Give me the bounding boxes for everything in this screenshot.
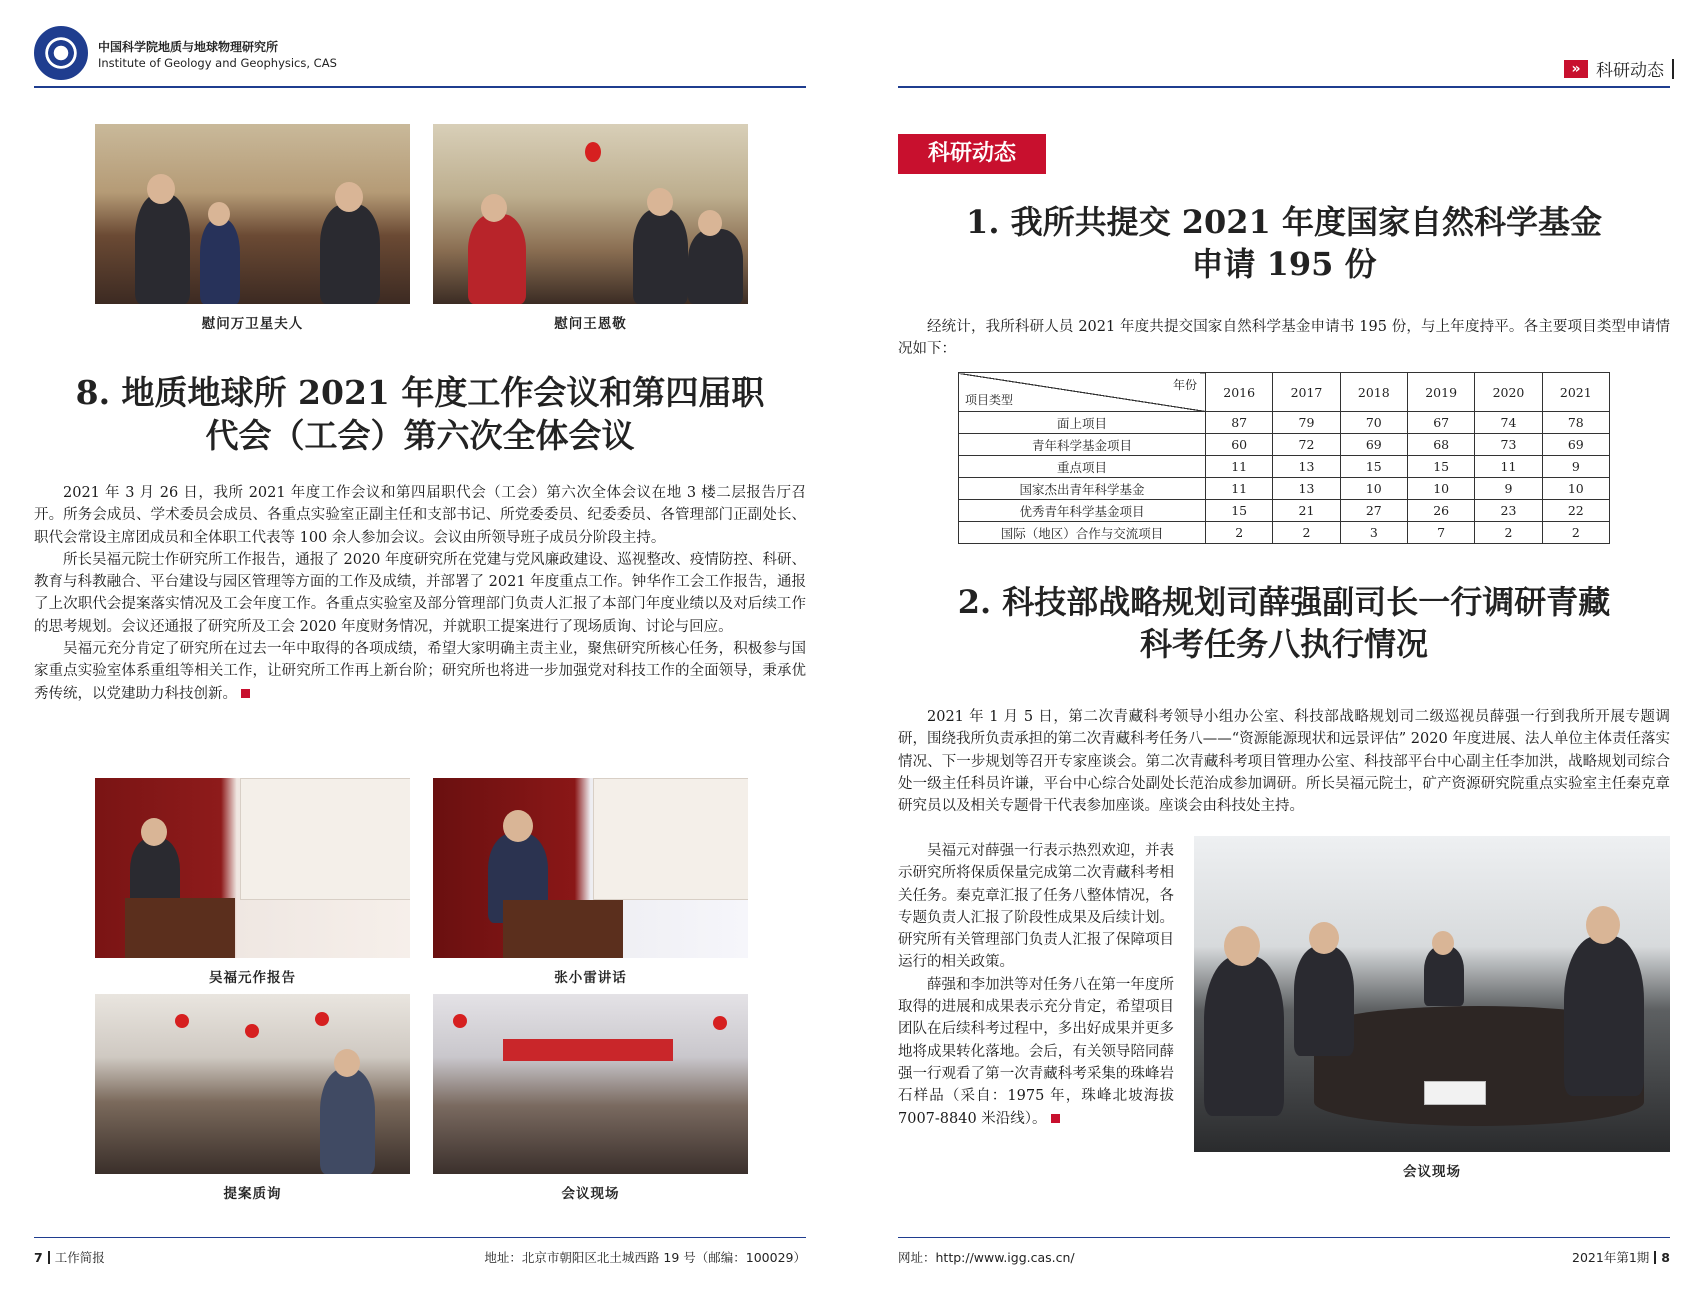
value-cell: 26 xyxy=(1407,500,1474,522)
value-cell: 69 xyxy=(1542,434,1609,456)
header-section-tag xyxy=(1564,56,1674,81)
value-cell: 9 xyxy=(1542,456,1609,478)
value-cell: 2 xyxy=(1273,522,1340,544)
article-body xyxy=(898,706,1670,817)
value-cell: 73 xyxy=(1475,434,1542,456)
body-paragraph-text: 薛强和李加洪等对任务八在第一年度所取得的进展和成果表示充分肯定，希望项目团队在后续科考过程中，多出好成果并更多地将成果转化落地。会后，有关领导陪同薛强一行观看了第一次青藏科考采集的珠峰岩石样品（采自：1975 年，珠峰北坡海拔 7007-8840 米沿线）。 xyxy=(898,976,1174,1127)
article-title xyxy=(898,202,1670,285)
value-cell: 13 xyxy=(1273,456,1340,478)
corner-label-type: 项目类型 xyxy=(965,393,1014,407)
footer-address: 地址：北京市朝阳区北土城西路 19 号（邮编：100029） xyxy=(484,1250,806,1265)
article-title-line: 8. 地质地球所 2021 年度工作会议和第四届职 xyxy=(75,373,765,412)
footer-separator xyxy=(1654,1251,1656,1264)
table-row xyxy=(959,522,1610,544)
year-header: 2018 xyxy=(1340,373,1407,412)
photo-caption: 会议现场 xyxy=(1403,1164,1461,1180)
body-paragraph: 所长吴福元院士作研究所工作报告，通报了 2020 年度研究所在党建与党风廉政建设、巡视整改、疫情防控、科研、教育与科教融合、平台建设与园区管理等方面的工作及成绩，并部署了 2021 年度重点工作。钟华作工会工作报告，通报了上次职代会提案落实情况及工会年度工作。各重点实验室及部分管理部门负责人汇报了本部门年度业绩以及对后续工作的思考规划。会议还通报了研究所及工会 2020 年度财务情况，并就职工提案进行了现场质询、讨论与回应。 xyxy=(34,551,806,635)
footer-separator xyxy=(48,1251,50,1264)
value-cell: 13 xyxy=(1273,478,1340,500)
body-paragraph: 2021 年 1 月 5 日，第二次青藏科考领导小组办公室、科技部战略规划司二级巡视员薛强一行到我所开展专题调研，围绕我所负责承担的第二次青藏科考任务八——“资源能源现状和远景评估” 2020 年度进展、法人单位主体责任落实情况、下一步规划等召开专家座谈会。第二次青藏科考项目管理办公室、科技部平台中心副主任李加洪，战略规划司综合处一级主任科员许谦，平台中心综合处副处长范治成参加调研。所长吴福元院士，矿产资源研究院重点实验室主任秦克章研究员以及相关专题骨干代表参加座谈。座谈会由科技处主持。 xyxy=(898,709,1670,815)
value-cell: 67 xyxy=(1407,412,1474,434)
photo-visit-wang xyxy=(433,124,748,304)
end-mark-icon xyxy=(241,689,250,698)
header-divider xyxy=(898,86,1670,88)
header-divider xyxy=(34,86,806,88)
project-type-cell: 青年科学基金项目 xyxy=(959,434,1206,456)
photo-proposal-inquiry xyxy=(95,994,410,1174)
value-cell: 72 xyxy=(1273,434,1340,456)
body-paragraph: 2021 年 3 月 26 日，我所 2021 年度工作会议和第四届职代会（工会）第六次全体会议在地 3 楼二层报告厅召开。所务会成员、学术委员会成员、各重点实验室正副主任和支部书记、所党委委员、纪委委员、各管理部门正副处长、职代会常设主席团成员和全体职工代表等 100 余人参加会议。会议由所领导班子成员分阶段主持。 xyxy=(34,485,806,546)
photo-caption: 慰问王恩敬 xyxy=(554,316,627,332)
photo-wu-report xyxy=(95,778,410,958)
photo-zhang-speech xyxy=(433,778,748,958)
value-cell: 79 xyxy=(1273,412,1340,434)
value-cell: 27 xyxy=(1340,500,1407,522)
table-row xyxy=(959,434,1610,456)
body-paragraph xyxy=(34,638,806,705)
double-chevron-icon: » xyxy=(1564,60,1588,78)
value-cell: 15 xyxy=(1340,456,1407,478)
body-paragraph xyxy=(898,974,1174,1130)
value-cell: 68 xyxy=(1407,434,1474,456)
footer-divider xyxy=(34,1237,806,1238)
photo-caption: 吴福元作报告 xyxy=(209,970,296,986)
section-tag: 科研动态 xyxy=(898,134,1046,174)
value-cell: 2 xyxy=(1206,522,1273,544)
value-cell: 69 xyxy=(1340,434,1407,456)
project-type-cell: 国家杰出青年科学基金 xyxy=(959,478,1206,500)
body-paragraph: 吴福元对薛强一行表示热烈欢迎，并表示研究所将保质保量完成第二次青藏科考相关任务。秦克章汇报了任务八整体情况，各专题负责人汇报了阶段性成果及后续计划。研究所有关管理部门负责人汇报了保障项目运行的相关政策。 xyxy=(898,843,1174,971)
photo-caption: 慰问万卫星夫人 xyxy=(201,316,304,332)
right-page xyxy=(850,0,1700,1290)
value-cell: 11 xyxy=(1475,456,1542,478)
value-cell: 3 xyxy=(1340,522,1407,544)
value-cell: 10 xyxy=(1340,478,1407,500)
institute-name-en: Institute of Geology and Geophysics, CAS xyxy=(98,56,337,70)
header-bar xyxy=(1672,59,1674,79)
project-type-cell: 面上项目 xyxy=(959,412,1206,434)
value-cell: 10 xyxy=(1542,478,1609,500)
value-cell: 11 xyxy=(1206,478,1273,500)
institute-logo-icon xyxy=(34,26,88,80)
fund-applications-table xyxy=(958,372,1610,544)
issue-label: 2021年第1期 xyxy=(1572,1250,1650,1265)
photo-caption: 会议现场 xyxy=(561,1186,620,1202)
footer-divider xyxy=(898,1237,1670,1238)
value-cell: 2 xyxy=(1542,522,1609,544)
article-body-column xyxy=(898,840,1174,1130)
year-header: 2020 xyxy=(1475,373,1542,412)
value-cell: 7 xyxy=(1407,522,1474,544)
value-cell: 87 xyxy=(1206,412,1273,434)
article-title xyxy=(34,372,806,458)
value-cell: 22 xyxy=(1542,500,1609,522)
corner-label-year: 年份 xyxy=(1172,378,1197,392)
year-header: 2016 xyxy=(1206,373,1273,412)
year-header: 2017 xyxy=(1273,373,1340,412)
table-row xyxy=(959,412,1610,434)
photo-visit-wan xyxy=(95,124,410,304)
value-cell: 15 xyxy=(1407,456,1474,478)
year-header: 2019 xyxy=(1407,373,1474,412)
body-paragraph: 经统计，我所科研人员 2021 年度共提交国家自然科学基金申请书 195 份，与上年度持平。各主要项目类型申请情况如下： xyxy=(898,319,1670,358)
header-section-label: 科研动态 xyxy=(1596,61,1664,81)
year-header: 2021 xyxy=(1542,373,1609,412)
value-cell: 11 xyxy=(1206,456,1273,478)
footer-website: 网址：http://www.igg.cas.cn/ xyxy=(898,1250,1075,1265)
photo-caption: 提案质询 xyxy=(223,1186,282,1202)
value-cell: 60 xyxy=(1206,434,1273,456)
table-corner-cell xyxy=(959,373,1206,412)
photo-caption: 张小雷讲话 xyxy=(554,970,627,986)
page-number: 7 xyxy=(34,1250,43,1265)
project-type-cell: 重点项目 xyxy=(959,456,1206,478)
article-title-line: 代会（工会）第六次全体会议 xyxy=(205,415,635,455)
value-cell: 23 xyxy=(1475,500,1542,522)
value-cell: 78 xyxy=(1542,412,1609,434)
article-title-line: 2. 科技部战略规划司薛强副司长一行调研青藏 xyxy=(957,583,1611,621)
article-body xyxy=(34,482,806,705)
article-title-line: 申请 195 份 xyxy=(1191,244,1377,283)
project-type-cell: 国际（地区）合作与交流项目 xyxy=(959,522,1206,544)
value-cell: 10 xyxy=(1407,478,1474,500)
article-title xyxy=(898,582,1670,665)
photo-meeting xyxy=(1194,836,1670,1152)
end-mark-icon xyxy=(1051,1114,1060,1123)
footer-right xyxy=(1572,1248,1670,1266)
article-intro xyxy=(898,316,1670,361)
institute-name-cn: 中国科学院地质与地球物理研究所 xyxy=(98,40,279,54)
project-type-cell: 优秀青年科学基金项目 xyxy=(959,500,1206,522)
value-cell: 2 xyxy=(1475,522,1542,544)
table-row xyxy=(959,478,1610,500)
value-cell: 70 xyxy=(1340,412,1407,434)
value-cell: 74 xyxy=(1475,412,1542,434)
article-title-line: 1. 我所共提交 2021 年度国家自然科学基金 xyxy=(966,203,1602,241)
photo-meeting-hall xyxy=(433,994,748,1174)
article-title-line: 科考任务八执行情况 xyxy=(1139,624,1428,663)
body-paragraph-text: 吴福元充分肯定了研究所在过去一年中取得的各项成绩，希望大家明确主责主业，聚焦研究所核心任务，积极参与国家重点实验室体系重组等相关工作，让研究所工作再上新台阶；研究所也将进一步加强党对科技工作的全面领导，秉承优秀传统，以党建助力科技创新。 xyxy=(34,641,806,702)
value-cell: 15 xyxy=(1206,500,1273,522)
page-number: 8 xyxy=(1661,1250,1670,1265)
footer-left xyxy=(34,1248,105,1266)
value-cell: 9 xyxy=(1475,478,1542,500)
table-row xyxy=(959,500,1610,522)
publication-name: 工作简报 xyxy=(54,1250,105,1265)
value-cell: 21 xyxy=(1273,500,1340,522)
table-row xyxy=(959,456,1610,478)
table-header-row xyxy=(959,373,1610,412)
